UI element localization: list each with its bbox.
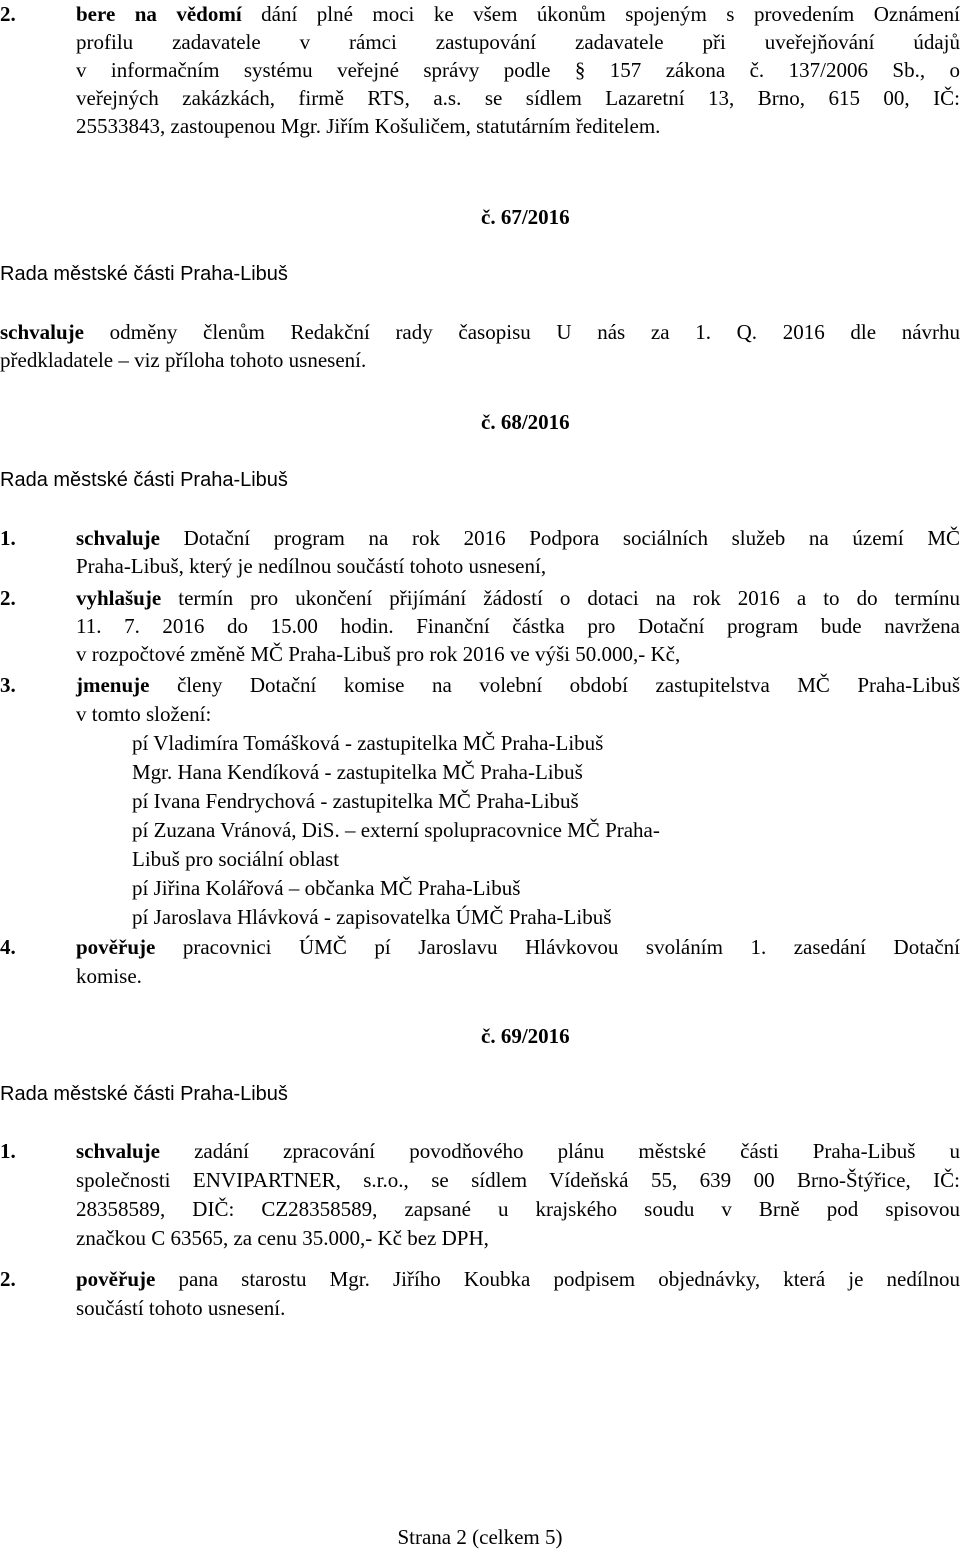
- paragraph-line: vyhlašuje termín pro ukončení přijímání žádostí o dotaci na rok 2016 a to do termínu: [76, 586, 960, 610]
- item-number: 1.: [0, 526, 16, 550]
- paragraph-line: 25533843, zastoupenou Mgr. Jiřím Košuličem, statutárním ředitelem.: [76, 114, 661, 138]
- council-heading: Rada městské části Praha-Libuš: [0, 263, 288, 285]
- paragraph-line: schvaluje odměny členům Redakční rady časopisu U nás za 1. Q. 2016 dle návrhu: [0, 320, 960, 344]
- paragraph-line: profilu zadavatele v rámci zastupování zadavatele při uveřejňování údajů: [76, 30, 960, 54]
- paragraph-line: bere na vědomí dání plné moci ke všem úkonům spojeným s provedením Oznámení: [76, 2, 960, 26]
- item-number: 2.: [0, 2, 16, 26]
- committee-member: pí Ivana Fendrychová - zastupitelka MČ Praha-Libuš: [132, 789, 579, 813]
- keyword: schvaluje: [76, 526, 160, 550]
- item-number: 1.: [0, 1139, 16, 1163]
- paragraph-line: schvaluje Dotační program na rok 2016 Podpora sociálních služeb na území MČ: [76, 526, 960, 550]
- committee-member: pí Jaroslava Hlávková - zapisovatelka ÚMČ Praha-Libuš: [132, 905, 612, 929]
- paragraph-line: značkou C 63565, za cenu 35.000,- Kč bez DPH,: [76, 1226, 489, 1250]
- resolution-number: č. 69/2016: [481, 1024, 570, 1048]
- committee-member: pí Zuzana Vránová, DiS. – externí spolupracovnice MČ Praha-: [132, 818, 660, 842]
- paragraph-line: 28358589, DIČ: CZ28358589, zapsané u krajského soudu v Brně pod spisovou: [76, 1197, 960, 1221]
- keyword: pověřuje: [76, 1267, 156, 1291]
- committee-member: pí Vladimíra Tomášková - zastupitelka MČ Praha-Libuš: [132, 731, 604, 755]
- committee-member: pí Jiřina Kolářová – občanka MČ Praha-Libuš: [132, 876, 521, 900]
- paragraph-line: Praha-Libuš, který je nedílnou součástí tohoto usnesení,: [76, 554, 547, 578]
- keyword: pověřuje: [76, 935, 156, 959]
- paragraph-line: v tomto složení:: [76, 702, 212, 726]
- paragraph-line: 11. 7. 2016 do 15.00 hodin. Finanční částka pro Dotační program bude navržena: [76, 614, 960, 638]
- keyword: bere na vědomí: [76, 2, 242, 26]
- item-number: 3.: [0, 673, 16, 697]
- paragraph-line: předkladatele – viz příloha tohoto usnesení.: [0, 348, 367, 372]
- item-number: 2.: [0, 1267, 16, 1291]
- keyword: schvaluje: [0, 320, 84, 344]
- page-footer: Strana 2 (celkem 5): [397, 1525, 563, 1549]
- resolution-number: č. 67/2016: [481, 205, 570, 229]
- item-number: 4.: [0, 935, 16, 959]
- paragraph-line: veřejných zakázkách, firmě RTS, a.s. se sídlem Lazaretní 13, Brno, 615 00, IČ:: [76, 86, 960, 110]
- paragraph-line: jmenuje členy Dotační komise na volební období zastupitelstva MČ Praha-Libuš: [76, 673, 960, 697]
- paragraph-line: v rozpočtové změně MČ Praha-Libuš pro rok 2016 ve výši 50.000,- Kč,: [76, 642, 681, 666]
- paragraph-line: pověřuje pana starostu Mgr. Jiřího Koubka podpisem objednávky, která je nedílnou: [76, 1267, 960, 1291]
- keyword: jmenuje: [76, 673, 150, 697]
- paragraph-line: schvaluje zadání zpracování povodňového plánu městské části Praha-Libuš u: [76, 1139, 960, 1163]
- paragraph-line: součástí tohoto usnesení.: [76, 1296, 286, 1320]
- committee-member: Mgr. Hana Kendíková - zastupitelka MČ Praha-Libuš: [132, 760, 583, 784]
- keyword: schvaluje: [76, 1139, 160, 1163]
- council-heading: Rada městské části Praha-Libuš: [0, 469, 288, 491]
- committee-member: Libuš pro sociální oblast: [132, 847, 340, 871]
- item-number: 2.: [0, 586, 16, 610]
- paragraph-line: společnosti ENVIPARTNER, s.r.o., se sídlem Vídeňská 55, 639 00 Brno-Štýřice, IČ:: [76, 1168, 960, 1192]
- council-heading: Rada městské části Praha-Libuš: [0, 1083, 288, 1105]
- resolution-number: č. 68/2016: [481, 410, 570, 434]
- keyword: vyhlašuje: [76, 586, 162, 610]
- paragraph-line: komise.: [76, 964, 142, 988]
- paragraph-line: v informačním systému veřejné správy podle § 157 zákona č. 137/2006 Sb., o: [76, 58, 960, 82]
- paragraph-line: pověřuje pracovnici ÚMČ pí Jaroslavu Hlávkovou svoláním 1. zasedání Dotační: [76, 935, 960, 959]
